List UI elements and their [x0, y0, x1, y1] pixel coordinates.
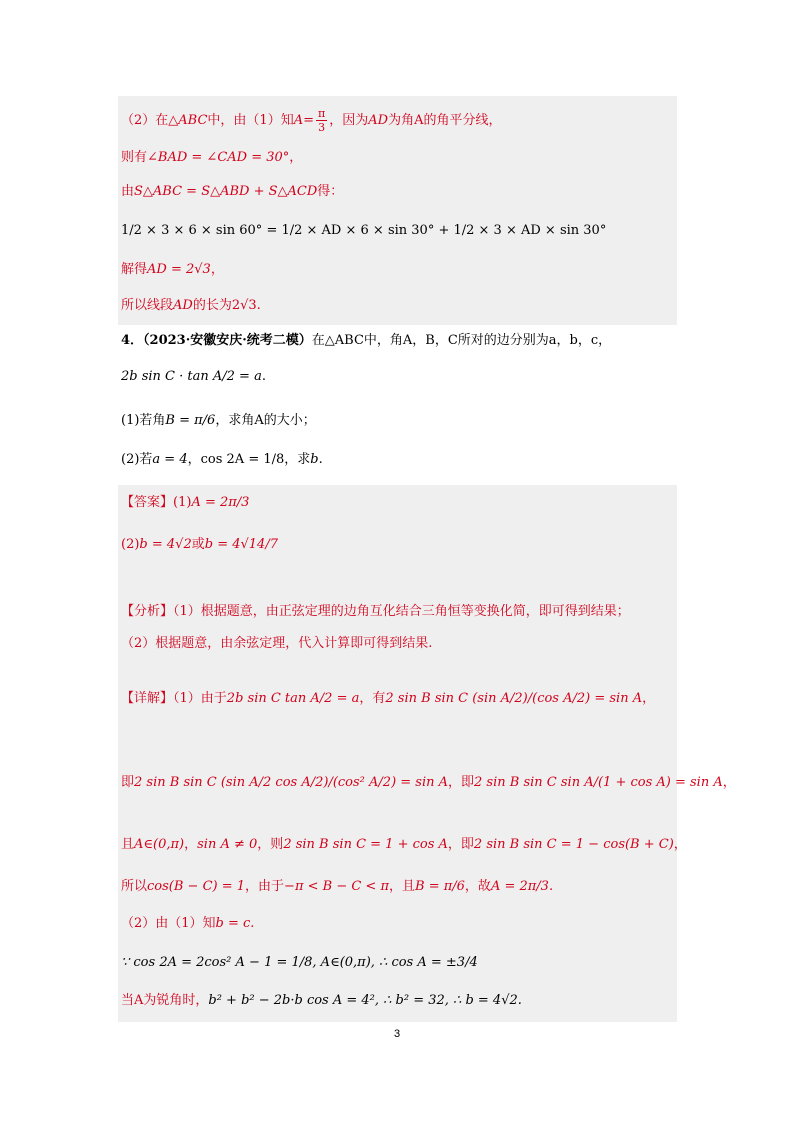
problem-question-2: (2)若a = 4，cos 2A = 1/8，求b. — [121, 452, 323, 467]
detail-line-3: 且A∈(0,π)，sin A ≠ 0，则2 sin B sin C = 1 + cos A，即2 sin B sin C = 1 − cos(B + C)， — [121, 837, 687, 852]
block1-line1: （2）在△ABC中，由（1）知A= $\frac{\pi}{3}$ ，因为AD为角A的角平分线， — [121, 107, 502, 134]
block1-line4-equation: 1/2 × 3 × 6 × sin 60° = 1/2 × AD × 6 × sin 30° + 1/2 × 3 × AD × sin 30° — [121, 223, 607, 238]
detail-line-4: 所以cos(B − C) = 1，由于−π < B − C < π，且B = π/6，故A = 2π/3. — [121, 879, 554, 894]
detail-line-7: 当A为锐角时，b² + b² − 2b·b cos A = 4², ∴ b² = 32, ∴ b = 4√2. — [121, 993, 522, 1008]
block1-line6: 所以线段AD的长为2√3. — [121, 298, 261, 313]
analysis-tag: 【分析】 — [121, 604, 174, 619]
page-number: 3 — [393, 1028, 401, 1040]
problem-question-1: (1)若角B = π/6，求角A的大小； — [121, 413, 316, 428]
problem-equation: 2b sin C · tan A/2 = a. — [121, 369, 266, 384]
answer-block-shade — [118, 485, 677, 1022]
block1-line3: 由S△ABC = S△ABD + S△ACD得： — [121, 184, 344, 199]
detail-line-2: 即2 sin B sin C (sin A/2 cos A/2)/(cos² A/2) = sin A，即2 sin B sin C sin A/(1 + cos A) = sin A， — [121, 775, 736, 790]
fraction-pi-over-3: $\frac{\pi}{3}$ — [318, 107, 326, 134]
block1-line5: 解得AD = 2√3， — [121, 262, 224, 277]
problem-header: 4．（2023·安徽安庆·统考二模）在△ABC中，角A，B，C所对的边分别为a，b，c， — [121, 333, 612, 348]
answer-line-1: 【答案】(1)A = 2π/3 — [121, 495, 250, 510]
detail-tag: 【详解】 — [121, 691, 174, 706]
analysis-line-1: 【分析】（1）根据题意，由正弦定理的边角互化结合三角恒等变换化简，即可得到结果； — [121, 604, 630, 619]
detail-line-6: ∵ cos 2A = 2cos² A − 1 = 1/8, A∈(0,π), ∴ cos A = ±3/4 — [121, 955, 478, 970]
detail-line-5: （2）由（1）知b = c. — [121, 916, 255, 931]
block1-line2: 则有∠BAD = ∠CAD = 30°， — [121, 150, 303, 165]
analysis-line-2: （2）根据题意，由余弦定理，代入计算即可得到结果. — [121, 636, 433, 651]
answer-line-2: (2)b = 4√2或b = 4√14/7 — [121, 537, 278, 552]
detail-line-1: 【详解】（1）由于2b sin C tan A/2 = a，有2 sin B sin C (sin A/2)/(cos A/2) = sin A， — [121, 691, 656, 706]
answer-tag: 【答案】 — [121, 495, 174, 510]
